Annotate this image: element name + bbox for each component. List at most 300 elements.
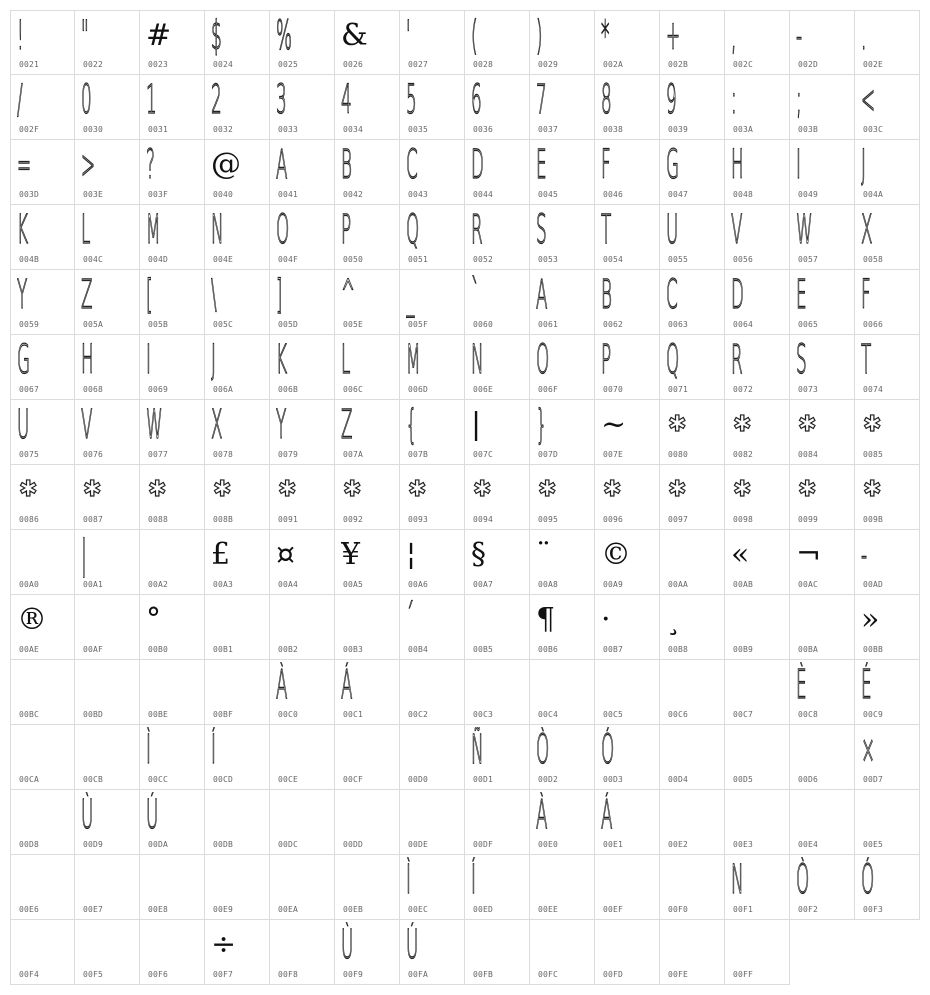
codepoint-label: 00C3 xyxy=(473,710,494,719)
glyph-sample xyxy=(601,662,624,708)
glyph-sample xyxy=(211,857,234,903)
glyph-cell xyxy=(595,595,660,660)
codepoint-label: 00B8 xyxy=(668,645,689,654)
glyph-sample: £ xyxy=(211,537,231,572)
glyph-sample: U xyxy=(666,207,679,253)
codepoint-label: 00D7 xyxy=(863,775,884,784)
glyph-sample: N xyxy=(731,857,744,903)
codepoint-label: 00FF xyxy=(733,970,754,979)
codepoint-label: 0093 xyxy=(408,515,429,524)
glyph-cell xyxy=(530,140,595,205)
codepoint-label: 00BF xyxy=(213,710,234,719)
glyph-cell xyxy=(790,270,855,335)
glyph-cell xyxy=(725,530,790,595)
glyph-sample: X xyxy=(861,207,873,253)
codepoint-label: 00D9 xyxy=(83,840,104,849)
glyph-cell xyxy=(205,270,270,335)
glyph-sample xyxy=(471,597,494,643)
codepoint-label: 0069 xyxy=(148,385,169,394)
glyph-sample: I xyxy=(796,142,801,188)
glyph-cell xyxy=(10,75,75,140)
codepoint-label: 0032 xyxy=(213,125,234,134)
glyph-cell xyxy=(335,725,400,790)
glyph-sample: ✱ xyxy=(863,412,882,437)
glyph-cell xyxy=(725,465,790,530)
glyph-cell xyxy=(530,335,595,400)
glyph-cell xyxy=(595,205,660,270)
glyph-cell xyxy=(530,75,595,140)
glyph-sample: ) xyxy=(536,13,543,59)
codepoint-label: 00FA xyxy=(408,970,429,979)
glyph-sample: I xyxy=(146,337,151,383)
codepoint-label: 0025 xyxy=(278,60,299,69)
codepoint-label: 0043 xyxy=(408,190,429,199)
glyph-cell xyxy=(270,400,335,465)
glyph-sample: Ú xyxy=(406,922,419,968)
codepoint-label: 0048 xyxy=(733,190,754,199)
codepoint-label: 0068 xyxy=(83,385,104,394)
codepoint-label: 0031 xyxy=(148,125,169,134)
glyph-sample xyxy=(406,662,429,708)
glyph-sample: ✱ xyxy=(733,477,752,502)
codepoint-label: 00BD xyxy=(83,710,104,719)
glyph-cell xyxy=(725,595,790,660)
glyph-cell xyxy=(10,790,75,855)
glyph-sample: ✱ xyxy=(538,477,557,502)
codepoint-label: 0091 xyxy=(278,515,299,524)
glyph-sample xyxy=(666,857,689,903)
codepoint-label: 0097 xyxy=(668,515,689,524)
codepoint-label: 0062 xyxy=(603,320,624,329)
glyph-sample xyxy=(17,532,39,578)
glyph-sample: Ì xyxy=(146,727,151,773)
glyph-cell xyxy=(595,790,660,855)
glyph-sample xyxy=(406,727,429,773)
codepoint-label: 00F1 xyxy=(733,905,754,914)
glyph-cell xyxy=(400,595,465,660)
codepoint-label: 007B xyxy=(408,450,429,459)
codepoint-label: 002A xyxy=(603,60,624,69)
codepoint-label: 0050 xyxy=(343,255,364,264)
glyph-cell xyxy=(465,465,530,530)
glyph-sample: X xyxy=(211,402,223,448)
glyph-sample: ® xyxy=(17,602,47,637)
glyph-cell xyxy=(10,855,75,920)
glyph-sample xyxy=(601,922,624,968)
codepoint-label: 0071 xyxy=(668,385,689,394)
glyph-cell xyxy=(75,530,140,595)
glyph-sample: P xyxy=(601,337,612,383)
codepoint-label: 00BC xyxy=(19,710,40,719)
glyph-cell xyxy=(400,140,465,205)
codepoint-label: 0027 xyxy=(408,60,429,69)
codepoint-label: 00EC xyxy=(408,905,429,914)
codepoint-label: 004B xyxy=(19,255,40,264)
codepoint-label: 00D2 xyxy=(538,775,559,784)
codepoint-label: 0052 xyxy=(473,255,494,264)
codepoint-label: 00C9 xyxy=(863,710,884,719)
glyph-sample: | xyxy=(81,532,87,578)
codepoint-label: 0046 xyxy=(603,190,624,199)
glyph-cell xyxy=(530,465,595,530)
glyph-sample: Á xyxy=(341,662,353,708)
codepoint-label: 009B xyxy=(863,515,884,524)
glyph-cell xyxy=(270,465,335,530)
glyph-sample xyxy=(536,922,559,968)
glyph-cell xyxy=(725,400,790,465)
glyph-cell xyxy=(790,790,855,855)
glyph-cell xyxy=(530,660,595,725)
glyph-cell xyxy=(660,855,725,920)
glyph-cell xyxy=(660,10,725,75)
glyph-sample: ´ xyxy=(406,597,415,643)
glyph-sample: H xyxy=(731,142,744,188)
glyph-sample: Í xyxy=(211,727,216,773)
codepoint-label: 0080 xyxy=(668,450,689,459)
glyph-sample: ✱ xyxy=(603,477,622,502)
codepoint-label: 00E4 xyxy=(798,840,819,849)
glyph-cell xyxy=(465,205,530,270)
glyph-sample xyxy=(471,792,494,838)
codepoint-label: 0037 xyxy=(538,125,559,134)
glyph-cell xyxy=(725,920,790,985)
codepoint-label: 00AD xyxy=(863,580,884,589)
glyph-sample: E xyxy=(536,142,547,188)
glyph-cell xyxy=(140,400,205,465)
glyph-cell xyxy=(530,595,595,660)
glyph-sample: M xyxy=(406,337,421,383)
codepoint-label: 0026 xyxy=(343,60,364,69)
glyph-sample: V xyxy=(81,402,93,448)
glyph-sample: 8 xyxy=(601,77,612,123)
glyph-cell xyxy=(10,10,75,75)
glyph-cell xyxy=(660,725,725,790)
glyph-sample: Q xyxy=(406,207,420,253)
glyph-sample xyxy=(276,727,299,773)
glyph-cell xyxy=(400,660,465,725)
glyph-cell xyxy=(140,140,205,205)
glyph-cell xyxy=(140,790,205,855)
glyph-cell xyxy=(660,595,725,660)
glyph-cell xyxy=(855,855,920,920)
codepoint-label: 004E xyxy=(213,255,234,264)
codepoint-label: 00CF xyxy=(343,775,364,784)
glyph-cell xyxy=(660,335,725,400)
glyph-sample xyxy=(796,727,819,773)
glyph-sample xyxy=(666,662,689,708)
glyph-sample: Ù xyxy=(81,792,94,838)
codepoint-label: 00BE xyxy=(148,710,169,719)
glyph-cell xyxy=(465,400,530,465)
codepoint-label: 0051 xyxy=(408,255,429,264)
glyph-sample: > xyxy=(81,142,96,188)
glyph-cell xyxy=(10,725,75,790)
glyph-cell xyxy=(725,855,790,920)
glyph-sample xyxy=(146,922,169,968)
glyph-cell xyxy=(660,465,725,530)
glyph-sample xyxy=(796,597,819,643)
glyph-cell xyxy=(660,270,725,335)
glyph-sample: F xyxy=(861,272,871,318)
codepoint-label: 00C6 xyxy=(668,710,689,719)
codepoint-label: 00F9 xyxy=(343,970,364,979)
glyph-cell xyxy=(75,855,140,920)
glyph-sample: 9 xyxy=(666,77,677,123)
codepoint-label: 00CC xyxy=(148,775,169,784)
glyph-sample: D xyxy=(471,142,484,188)
glyph-cell xyxy=(465,335,530,400)
glyph-cell xyxy=(465,660,530,725)
glyph-cell xyxy=(595,140,660,205)
glyph-sample: _ xyxy=(406,272,415,318)
glyph-sample: ! xyxy=(17,13,24,59)
codepoint-label: 0082 xyxy=(733,450,754,459)
codepoint-label: 005E xyxy=(343,320,364,329)
glyph-cell xyxy=(205,855,270,920)
glyph-cell xyxy=(140,595,205,660)
glyph-cell xyxy=(660,920,725,985)
codepoint-label: 0057 xyxy=(798,255,819,264)
codepoint-label: 0035 xyxy=(408,125,429,134)
glyph-sample: Í xyxy=(471,857,476,903)
codepoint-label: 007E xyxy=(603,450,624,459)
glyph-sample xyxy=(17,922,39,968)
codepoint-label: 00F0 xyxy=(668,905,689,914)
glyph-cell xyxy=(335,660,400,725)
glyph-cell xyxy=(790,75,855,140)
glyph-cell xyxy=(400,205,465,270)
codepoint-label: 00F3 xyxy=(863,905,884,914)
glyph-cell xyxy=(790,205,855,270)
codepoint-label: 00E0 xyxy=(538,840,559,849)
codepoint-label: 005D xyxy=(278,320,299,329)
glyph-sample xyxy=(211,597,234,643)
glyph-sample: ' xyxy=(406,13,411,59)
glyph-cell xyxy=(205,140,270,205)
codepoint-label: 00FC xyxy=(538,970,559,979)
glyph-cell xyxy=(855,660,920,725)
glyph-cell xyxy=(10,530,75,595)
glyph-cell xyxy=(855,140,920,205)
glyph-sample: ✱ xyxy=(798,412,817,437)
glyph-sample: O xyxy=(536,337,550,383)
codepoint-label: 00B2 xyxy=(278,645,299,654)
glyph-cell xyxy=(75,920,140,985)
glyph-cell xyxy=(855,595,920,660)
glyph-sample: - xyxy=(861,532,868,578)
codepoint-label: 0022 xyxy=(83,60,104,69)
codepoint-label: 0098 xyxy=(733,515,754,524)
codepoint-label: 00C2 xyxy=(408,710,429,719)
codepoint-label: 0087 xyxy=(83,515,104,524)
codepoint-label: 007A xyxy=(343,450,364,459)
glyph-sample: L xyxy=(341,337,351,383)
glyph-cell xyxy=(660,530,725,595)
codepoint-label: 00A2 xyxy=(148,580,169,589)
glyph-cell xyxy=(465,75,530,140)
glyph-sample: < xyxy=(861,77,876,123)
glyph-cell xyxy=(140,270,205,335)
codepoint-label: 0079 xyxy=(278,450,299,459)
codepoint-label: 00D3 xyxy=(603,775,624,784)
glyph-sample: 7 xyxy=(536,77,547,123)
codepoint-label: 003B xyxy=(798,125,819,134)
glyph-cell xyxy=(140,465,205,530)
glyph-sample: Á xyxy=(601,792,613,838)
codepoint-label: 0065 xyxy=(798,320,819,329)
codepoint-label: 008B xyxy=(213,515,234,524)
codepoint-label: 0058 xyxy=(863,255,884,264)
glyph-sample: + xyxy=(666,13,681,59)
glyph-sample: « xyxy=(731,537,750,572)
glyph-cell xyxy=(270,530,335,595)
codepoint-label: 00E2 xyxy=(668,840,689,849)
glyph-sample: { xyxy=(406,402,417,448)
codepoint-label: 003D xyxy=(19,190,40,199)
glyph-cell xyxy=(790,725,855,790)
codepoint-label: 002D xyxy=(798,60,819,69)
glyph-sample: B xyxy=(341,142,353,188)
glyph-sample xyxy=(276,792,299,838)
glyph-cell xyxy=(595,660,660,725)
codepoint-label: 00DA xyxy=(148,840,169,849)
codepoint-label: 0047 xyxy=(668,190,689,199)
glyph-sample: : xyxy=(731,77,737,123)
glyph-cell xyxy=(10,400,75,465)
codepoint-label: 00B9 xyxy=(733,645,754,654)
codepoint-label: 005C xyxy=(213,320,234,329)
glyph-sample: K xyxy=(17,207,29,253)
codepoint-label: 00A7 xyxy=(473,580,494,589)
glyph-cell xyxy=(595,10,660,75)
glyph-sample xyxy=(666,792,689,838)
glyph-cell xyxy=(75,140,140,205)
codepoint-label: 0028 xyxy=(473,60,494,69)
codepoint-label: 002F xyxy=(19,125,40,134)
glyph-sample: \ xyxy=(211,272,217,318)
codepoint-label: 005B xyxy=(148,320,169,329)
codepoint-label: 0074 xyxy=(863,385,884,394)
glyph-cell xyxy=(140,75,205,140)
glyph-cell xyxy=(530,920,595,985)
glyph-cell xyxy=(205,790,270,855)
glyph-cell xyxy=(855,10,920,75)
codepoint-label: 00D0 xyxy=(408,775,429,784)
codepoint-label: 00A6 xyxy=(408,580,429,589)
codepoint-label: 0099 xyxy=(798,515,819,524)
codepoint-label: 00A8 xyxy=(538,580,559,589)
codepoint-label: 00AA xyxy=(668,580,689,589)
codepoint-label: 0094 xyxy=(473,515,494,524)
codepoint-label: 00D5 xyxy=(733,775,754,784)
codepoint-label: 00F4 xyxy=(19,970,40,979)
codepoint-label: 0076 xyxy=(83,450,104,459)
glyph-sample: % xyxy=(276,13,292,59)
glyph-cell xyxy=(270,10,335,75)
codepoint-label: 00EE xyxy=(538,905,559,914)
glyph-sample: & xyxy=(341,18,368,53)
glyph-cell xyxy=(465,725,530,790)
glyph-cell xyxy=(335,400,400,465)
glyph-cell xyxy=(725,75,790,140)
glyph-sample: $ xyxy=(211,13,222,59)
codepoint-label: 0085 xyxy=(863,450,884,459)
codepoint-label: 0034 xyxy=(343,125,364,134)
codepoint-label: 003A xyxy=(733,125,754,134)
codepoint-label: 0038 xyxy=(603,125,624,134)
glyph-cell xyxy=(10,660,75,725)
glyph-cell xyxy=(725,140,790,205)
codepoint-label: 0021 xyxy=(19,60,40,69)
codepoint-label: 00BB xyxy=(863,645,884,654)
codepoint-label: 0066 xyxy=(863,320,884,329)
glyph-sample xyxy=(81,857,104,903)
glyph-cell xyxy=(75,465,140,530)
glyph-sample xyxy=(731,792,754,838)
glyph-cell xyxy=(75,400,140,465)
glyph-sample: Ó xyxy=(861,857,875,903)
codepoint-label: 00C5 xyxy=(603,710,624,719)
glyph-sample xyxy=(211,662,234,708)
glyph-cell xyxy=(140,530,205,595)
glyph-cell xyxy=(725,335,790,400)
glyph-cell xyxy=(205,530,270,595)
glyph-sample: À xyxy=(276,662,288,708)
codepoint-label: 007C xyxy=(473,450,494,459)
codepoint-label: 0060 xyxy=(473,320,494,329)
glyph-sample: A xyxy=(276,142,288,188)
glyph-sample: » xyxy=(861,602,880,637)
glyph-sample: ✱ xyxy=(408,477,427,502)
codepoint-label: 006A xyxy=(213,385,234,394)
glyph-sample xyxy=(536,857,559,903)
glyph-cell xyxy=(530,270,595,335)
glyph-sample: N xyxy=(211,207,224,253)
codepoint-label: 00F6 xyxy=(148,970,169,979)
glyph-sample: Ú xyxy=(146,792,159,838)
glyph-sample: ✱ xyxy=(278,477,297,502)
codepoint-label: 00C7 xyxy=(733,710,754,719)
glyph-sample: ^ xyxy=(341,272,356,318)
glyph-cell xyxy=(75,335,140,400)
glyph-sample: ( xyxy=(471,13,478,59)
glyph-cell xyxy=(855,530,920,595)
glyph-sample: H xyxy=(81,337,94,383)
glyph-cell xyxy=(10,335,75,400)
codepoint-label: 00A9 xyxy=(603,580,624,589)
glyph-cell xyxy=(335,75,400,140)
glyph-cell xyxy=(205,725,270,790)
glyph-cell xyxy=(790,140,855,205)
glyph-cell xyxy=(270,140,335,205)
glyph-sample: W xyxy=(146,402,163,448)
codepoint-label: 00C1 xyxy=(343,710,364,719)
glyph-cell xyxy=(270,270,335,335)
codepoint-label: 00DE xyxy=(408,840,429,849)
codepoint-label: 002E xyxy=(863,60,884,69)
codepoint-label: 00C4 xyxy=(538,710,559,719)
glyph-sample: | xyxy=(471,407,482,442)
codepoint-label: 00F2 xyxy=(798,905,819,914)
glyph-sample: ? xyxy=(146,142,155,188)
codepoint-label: 0049 xyxy=(798,190,819,199)
glyph-sample: A xyxy=(536,272,548,318)
glyph-sample: Y xyxy=(276,402,287,448)
codepoint-label: 00C8 xyxy=(798,710,819,719)
glyph-cell xyxy=(75,10,140,75)
glyph-cell xyxy=(335,270,400,335)
glyph-sample xyxy=(666,727,689,773)
